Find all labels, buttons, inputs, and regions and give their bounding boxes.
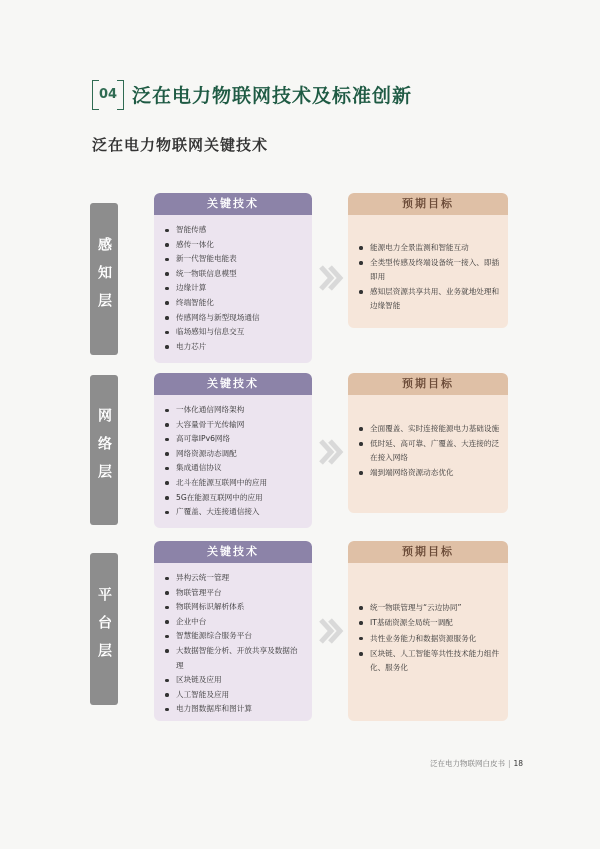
- list-item: 北斗在能源互联网中的应用: [164, 476, 304, 491]
- goal-panel-platform: [348, 541, 508, 721]
- list-item: 共性业务能力和数据资源服务化: [358, 632, 500, 645]
- list-item: IT基础资源全局统一调配: [358, 616, 500, 629]
- section-subtitle: 泛在电力物联网关键技术: [92, 136, 269, 154]
- list-item: 新一代智能电能表: [164, 252, 304, 267]
- list-item: 大容量骨干光传输网: [164, 418, 304, 433]
- tech-panel-platform: [154, 541, 312, 721]
- chapter-heading: [92, 78, 412, 110]
- list-item: 集成通信协议: [164, 461, 304, 476]
- chevron-right-icon: [318, 616, 344, 646]
- goal-list: [348, 601, 508, 676]
- footer-doc-title: 泛在电力物联网白皮书: [430, 759, 505, 768]
- goal-header: 预期目标: [348, 541, 508, 563]
- goal-panel-perception: [348, 193, 508, 328]
- list-item: 区块链及应用: [164, 673, 304, 688]
- tech-header: 关键技术: [154, 541, 312, 563]
- list-item: 企业中台: [164, 615, 304, 630]
- tech-panel-perception: [154, 193, 312, 363]
- layer-label-network: 网络层: [90, 375, 118, 525]
- footer-divider: |: [508, 759, 511, 768]
- list-item: 网络资源动态调配: [164, 447, 304, 462]
- list-item: 电力图数据库和图计算: [164, 702, 304, 717]
- tech-list: [154, 395, 312, 520]
- list-item: 电力芯片: [164, 340, 304, 355]
- list-item: 广覆盖、大连接通信接入: [164, 505, 304, 520]
- list-item: 能源电力全景监测和智能互动: [358, 241, 500, 254]
- list-item: 统一物联管理与“云边协同”: [358, 601, 500, 614]
- goal-header: 预期目标: [348, 193, 508, 215]
- layer-label-platform: 平台层: [90, 553, 118, 705]
- chevron-right-icon: [318, 263, 344, 293]
- tech-panel-network: [154, 373, 312, 528]
- page-number: 18: [513, 759, 524, 768]
- list-item: 物联管理平台: [164, 586, 304, 601]
- list-item: 端到端网络资源动态优化: [358, 466, 500, 479]
- list-item: 全类型传感及终端设备统一接入、即插即用: [358, 256, 500, 283]
- list-item: 低时延、高可靠、广覆盖、大连接的泛在接入网络: [358, 437, 500, 464]
- list-item: 一体化通信网络架构: [164, 403, 304, 418]
- list-item: 边缘计算: [164, 281, 304, 296]
- list-item: 智慧能源综合服务平台: [164, 629, 304, 644]
- tech-list: [154, 215, 312, 354]
- list-item: 感知层资源共享共用、业务就地处理和边缘智能: [358, 285, 500, 312]
- goal-list: [348, 241, 508, 314]
- list-item: 人工智能及应用: [164, 688, 304, 703]
- page-footer: [430, 758, 523, 769]
- list-item: 统一物联信息模型: [164, 267, 304, 282]
- list-item: 异构云统一管理: [164, 571, 304, 586]
- tech-header: 关键技术: [154, 373, 312, 395]
- list-item: 5G在能源互联网中的应用: [164, 491, 304, 506]
- list-item: 智能传感: [164, 223, 304, 238]
- tech-header: 关键技术: [154, 193, 312, 215]
- chapter-number: 04: [92, 80, 124, 108]
- chapter-title: 泛在电力物联网技术及标准创新: [132, 84, 413, 107]
- chevron-right-icon: [318, 437, 344, 467]
- list-item: 临场感知与信息交互: [164, 325, 304, 340]
- list-item: 物联网标识解析体系: [164, 600, 304, 615]
- list-item: 区块链、人工智能等共性技术能力组件化、服务化: [358, 647, 500, 674]
- list-item: 感传一体化: [164, 238, 304, 253]
- list-item: 全面覆盖、实时连接能源电力基础设施: [358, 422, 500, 435]
- layer-label-perception: 感知层: [90, 203, 118, 355]
- goal-header: 预期目标: [348, 373, 508, 395]
- list-item: 传感网络与新型现场通信: [164, 311, 304, 326]
- list-item: 终端智能化: [164, 296, 304, 311]
- list-item: 高可靠IPv6网络: [164, 432, 304, 447]
- goal-list: [348, 422, 508, 482]
- goal-panel-network: [348, 373, 508, 513]
- tech-list: [154, 563, 312, 717]
- list-item: 大数据智能分析、开放共享及数据治理: [164, 644, 304, 673]
